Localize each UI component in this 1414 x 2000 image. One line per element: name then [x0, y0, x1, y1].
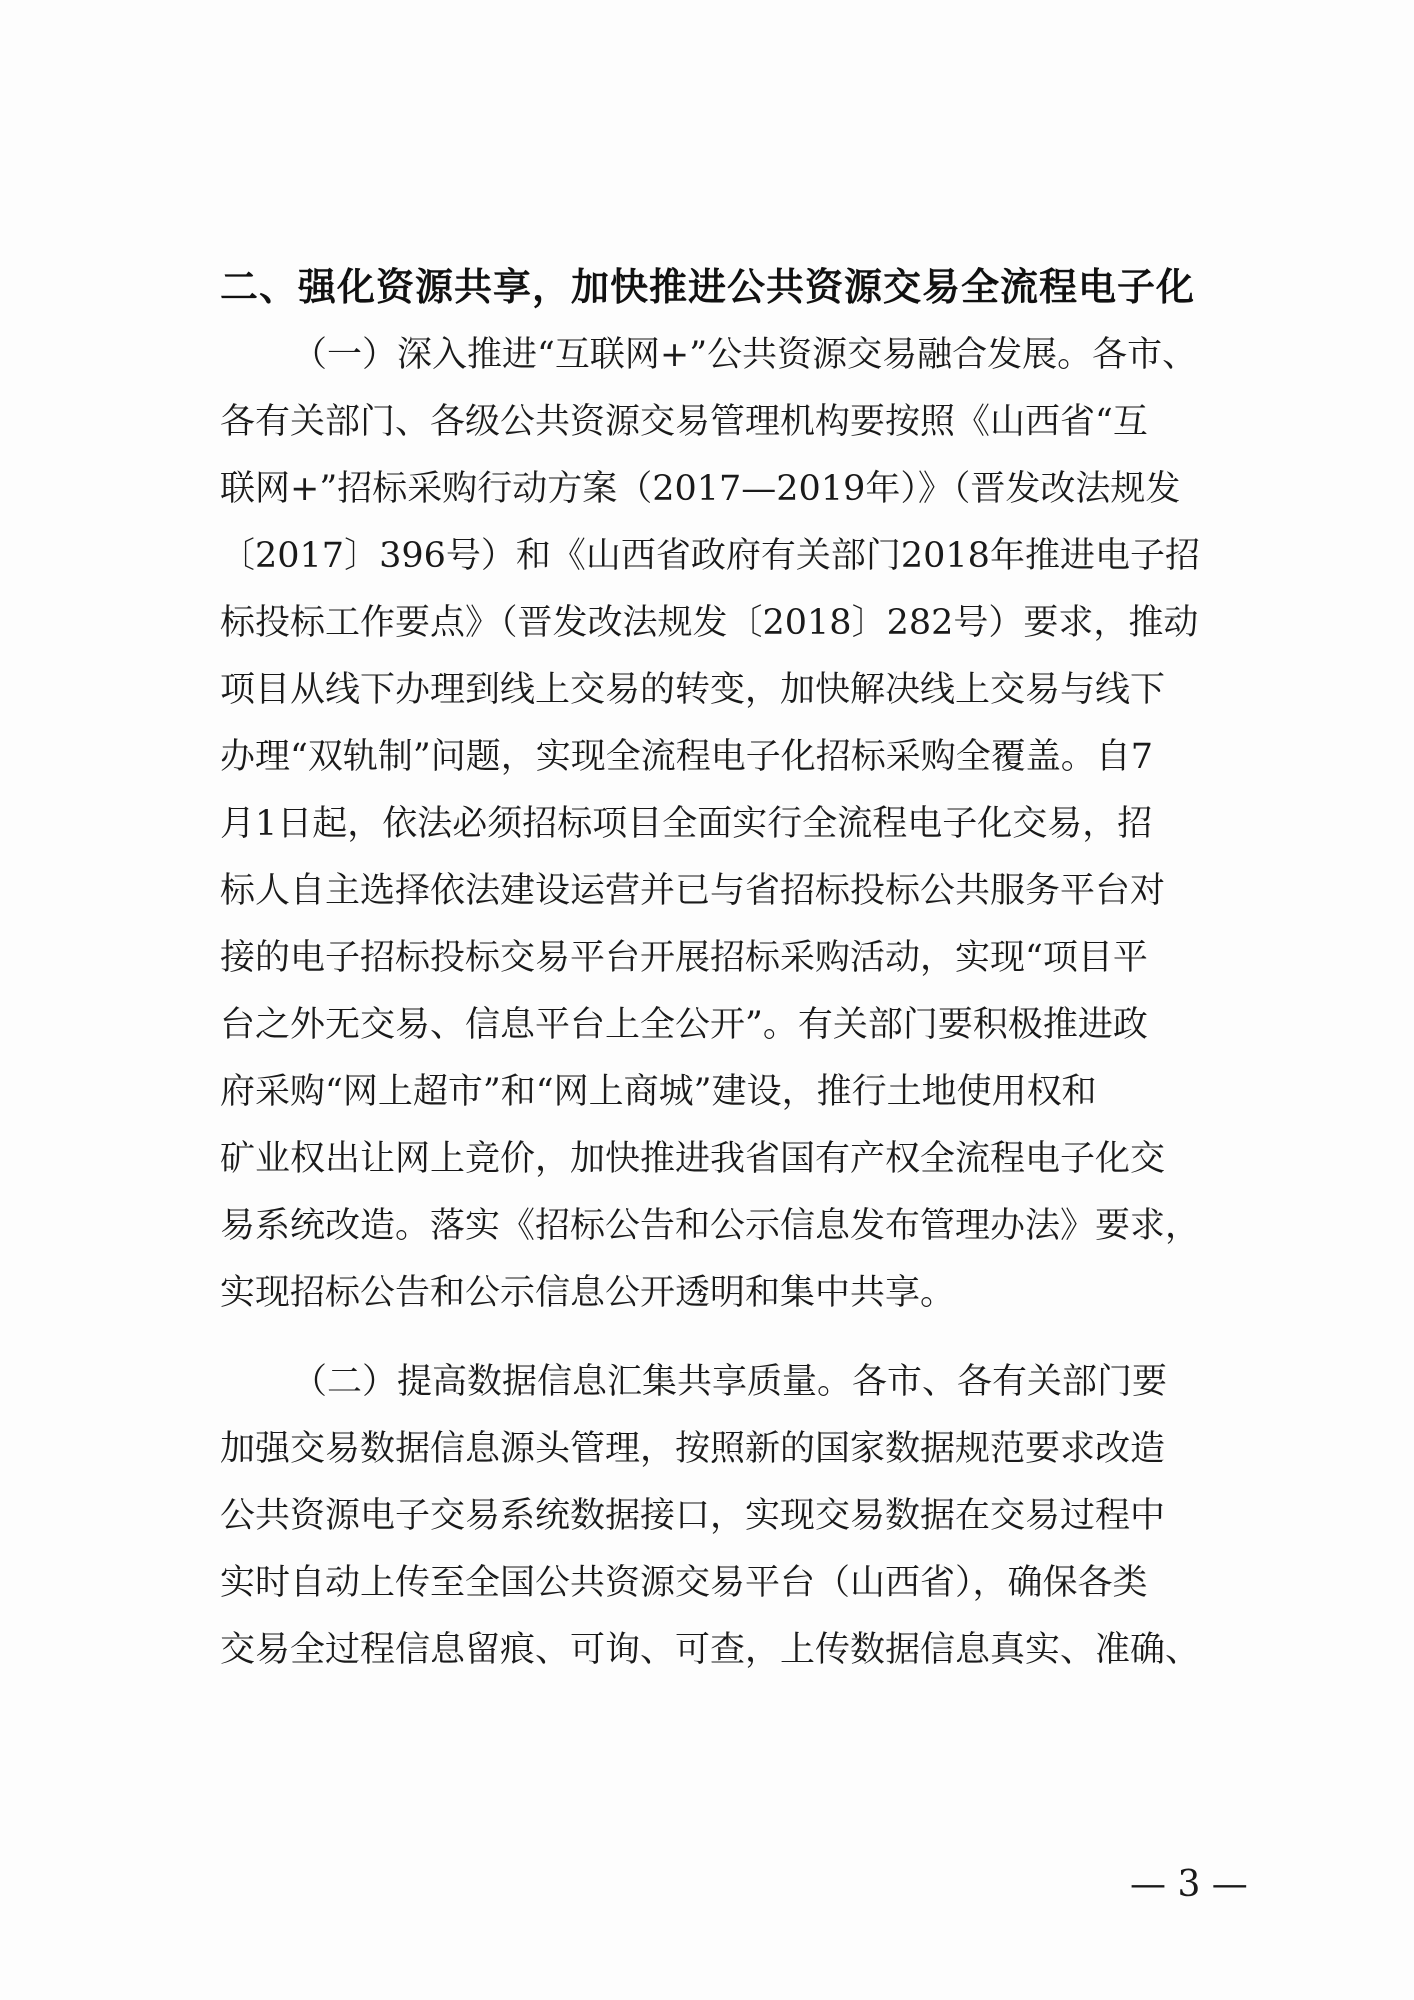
text-line: 各有关部门、各级公共资源交易管理机构要按照《山西省“互 [220, 402, 1148, 442]
page-number: — 3 — [1130, 1864, 1248, 1905]
text-line: 标投标工作要点》（晋发改法规发〔2018〕282号）要求，推动 [220, 603, 1199, 643]
text-line: 实现招标公告和公示信息公开透明和集中共享。 [220, 1273, 956, 1313]
text-line: 加强交易数据信息源头管理，按照新的国家数据规范要求改造 [220, 1429, 1166, 1469]
text-line: 交易全过程信息留痕、可询、可查，上传数据信息真实、准确、 [220, 1630, 1201, 1670]
text-line: 实时自动上传至全国公共资源交易平台（山西省），确保各类 [220, 1563, 1148, 1603]
text-line: 联网+”招标采购行动方案（2017—2019年）》（晋发改法规发 [220, 469, 1181, 509]
section-heading: 二、强化资源共享，加快推进公共资源交易全流程电子化 [220, 265, 1196, 309]
text-line: 〔2017〕396号）和《山西省政府有关部门2018年推进电子招 [220, 536, 1200, 576]
text-line: 办理“双轨制”问题，实现全流程电子化招标采购全覆盖。自7 [220, 737, 1154, 777]
text-line: 台之外无交易、信息平台上全公开”。有关部门要积极推进政 [220, 1005, 1148, 1045]
text-line: 项目从线下办理到线上交易的转变，加快解决线上交易与线下 [220, 670, 1166, 710]
text-line: 接的电子招标投标交易平台开展招标采购活动，实现“项目平 [220, 938, 1148, 978]
text-line: 矿业权出让网上竞价，加快推进我省国有产权全流程电子化交 [220, 1139, 1166, 1179]
text-line: 公共资源电子交易系统数据接口，实现交易数据在交易过程中 [220, 1496, 1166, 1536]
text-line: 月1日起，依法必须招标项目全面实行全流程电子化交易，招 [220, 804, 1153, 844]
text-line: 标人自主选择依法建设运营并已与省招标投标公共服务平台对 [220, 871, 1166, 911]
text-line: （一）深入推进“互联网+”公共资源交易融合发展。各市、 [292, 335, 1198, 375]
text-line: 易系统改造。落实《招标公告和公示信息发布管理办法》要求， [220, 1206, 1201, 1246]
text-line: （二）提高数据信息汇集共享质量。各市、各有关部门要 [292, 1362, 1168, 1402]
text-line: 府采购“网上超市”和“网上商城”建设，推行土地使用权和 [220, 1072, 1097, 1112]
